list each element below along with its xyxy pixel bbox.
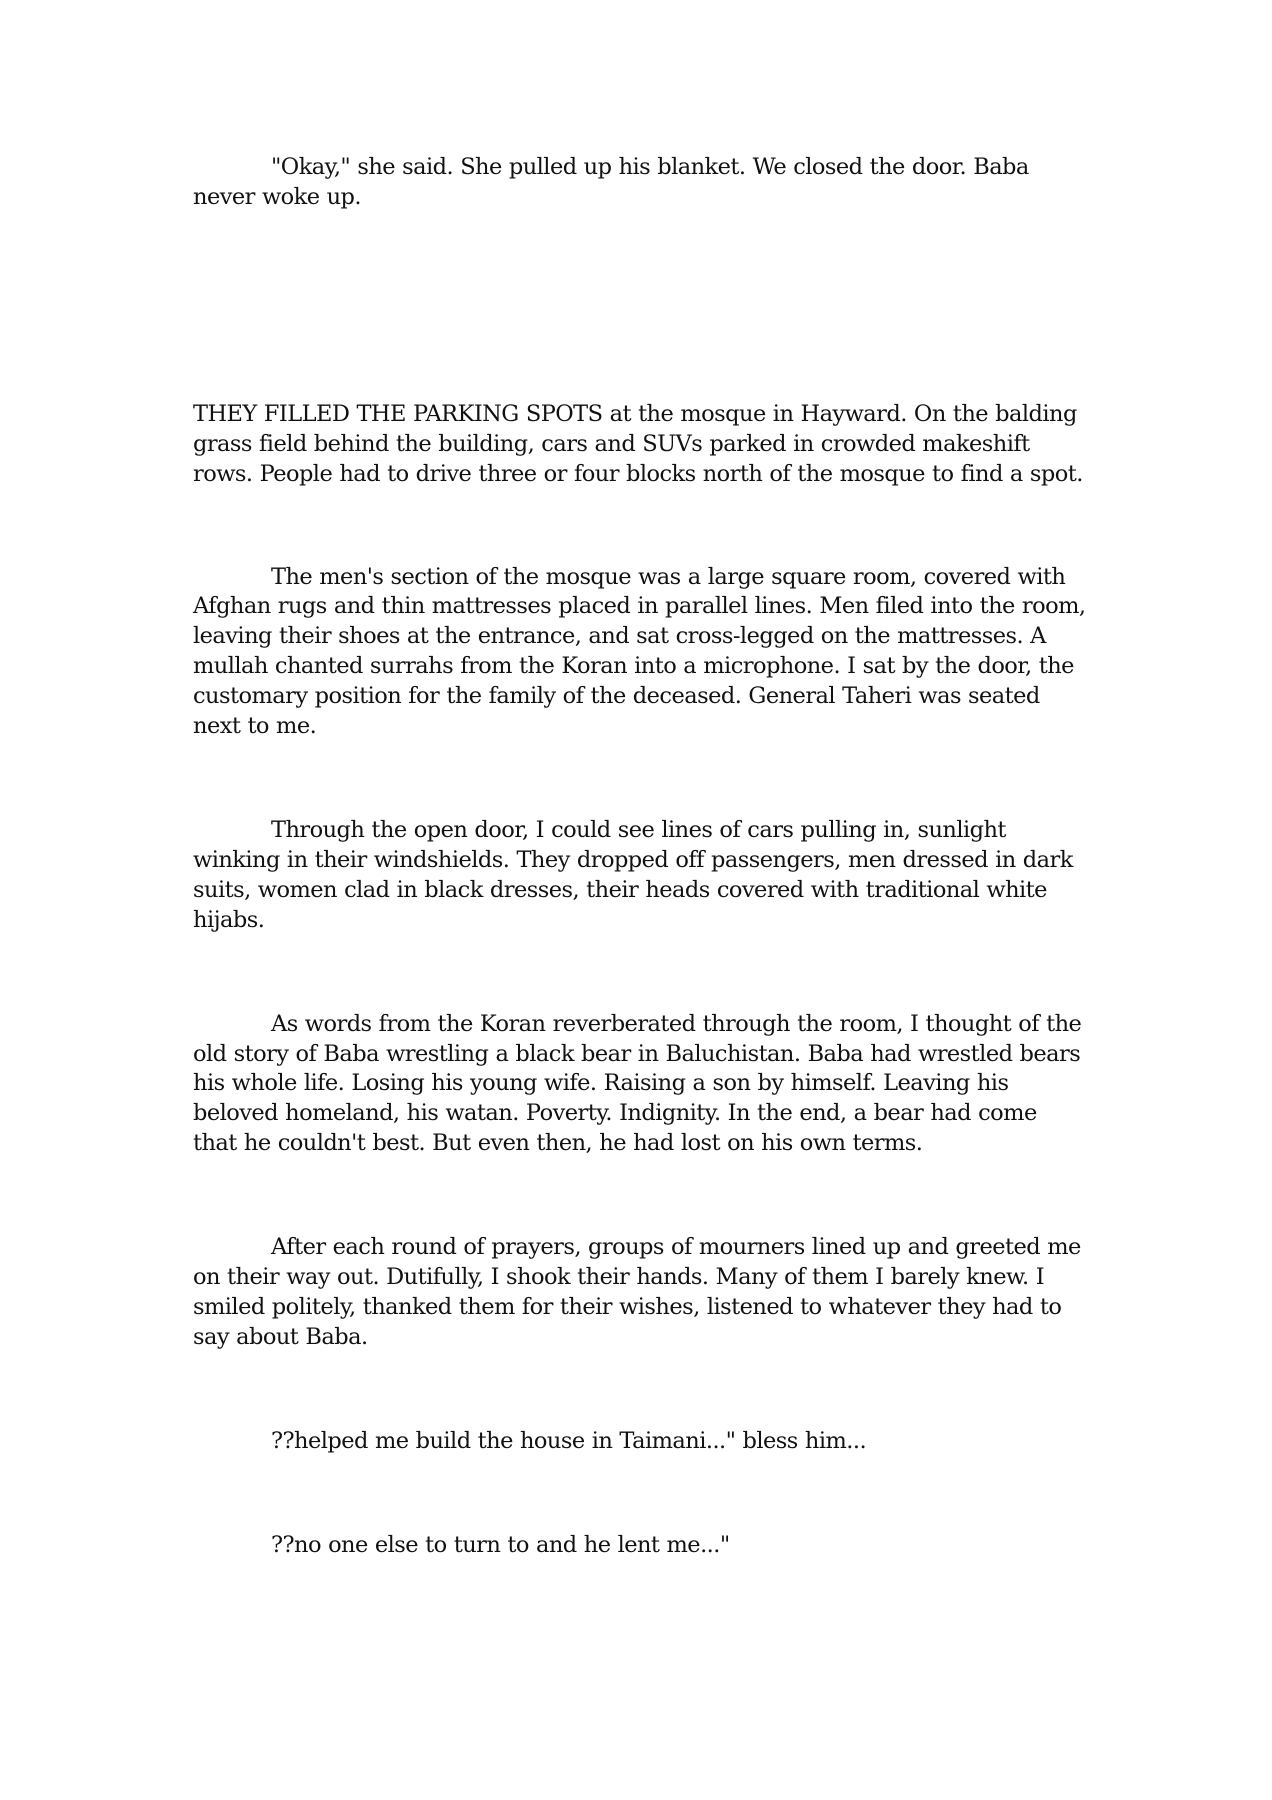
paragraph: ??helped me build the house in Taimani..." bless him... xyxy=(271,1427,867,1454)
paragraph: After each round of prayers, groups of mourners lined up and greeted me on their way out. Dutifully, I shook their hands. Many of them I barely knew. I smiled politely, thanked them for their wishes, listened to whatever they had to say about Baba. xyxy=(193,1234,1081,1350)
paragraph: As words from the Koran reverberated through the room, I thought of the old story of Baba wrestling a black bear in Baluchistan. Baba had wrestled bears his whole life. Losing his young wife. Raising a son by himself. Leaving his beloved homeland, his watan. Poverty. Indignity. In the end, a bear had come that he couldn't best. But even then, he had lost on his own terms. xyxy=(193,1010,1082,1157)
paragraph: The men's section of the mosque was a large square room, covered with Afghan rugs and thin mattresses placed in parallel lines. Men filed into the room, leaving their shoes at the entrance, and sat cross-legged on the mattresses. A mullah chanted surrahs from the Koran into a microphone. I sat by the door, the customary position for the family of the deceased. General Taheri was seated next to me. xyxy=(193,563,1086,740)
paragraph: "Okay," she said. She pulled up his blanket. We closed the door. Baba never woke up. xyxy=(193,154,1029,210)
body-text xyxy=(193,153,1086,1561)
paragraph: Through the open door, I could see lines of cars pulling in, sunlight winking in their windshields. They dropped off passengers, men dressed in dark suits, women clad in black dresses, their heads covered with traditional white hijabs. xyxy=(193,816,1073,933)
paragraph: THEY FILLED THE PARKING SPOTS at the mosque in Hayward. On the balding grass field behind the building, cars and SUVs parked in crowded makeshift rows. People had to drive three or four blocks north of the mosque to find a spot. xyxy=(193,400,1083,487)
paragraph: ??no one else to turn to and he lent me..." xyxy=(271,1531,730,1558)
